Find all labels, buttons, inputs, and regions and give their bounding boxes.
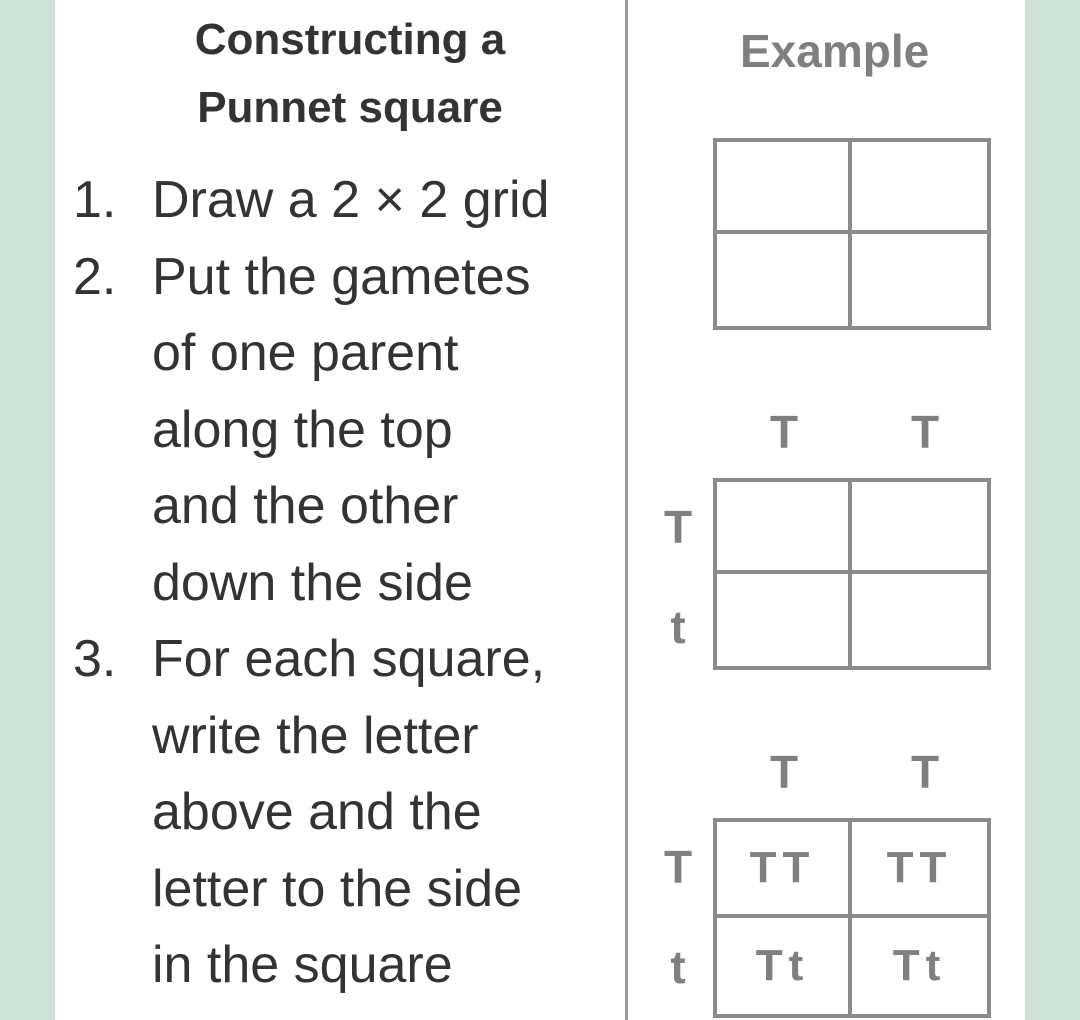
top-gamete-label: T: [769, 746, 799, 798]
step-line: and the other: [152, 477, 459, 535]
step-number: 2.: [73, 247, 117, 306]
step-line: down the side: [152, 553, 473, 612]
step-line: write the letter: [152, 706, 479, 765]
top-gamete-label: T: [769, 406, 799, 458]
filled-grid: [713, 818, 991, 1018]
step-text: [152, 621, 615, 1004]
side-gamete-label: T: [663, 841, 693, 893]
step-line: of one parent: [152, 324, 459, 382]
grid-cell: [717, 482, 852, 574]
step-line: For each square,: [152, 630, 546, 688]
grid-cell: [852, 142, 987, 234]
heading-line-2: Punnet square: [197, 83, 503, 132]
column-divider: [625, 0, 628, 1020]
labeled-grid: [713, 478, 991, 670]
step-text: [152, 162, 615, 239]
steps-list: [55, 162, 615, 1004]
example-title: Example: [740, 25, 930, 77]
side-gamete-label: t: [670, 941, 686, 993]
step-number: 1.: [73, 171, 117, 229]
genotype-cell: TT: [852, 822, 987, 918]
grid-cell: [852, 234, 987, 326]
section-heading: [75, 6, 625, 142]
step-line: in the square: [152, 936, 453, 994]
genotype-cell: Tt: [717, 918, 852, 1014]
grid-cell: [717, 574, 852, 666]
top-gamete-label: T: [910, 746, 940, 798]
step-line: letter to the side: [152, 859, 522, 918]
step-text: [152, 239, 615, 622]
step-1: [55, 162, 615, 239]
grid-cell: [717, 142, 852, 234]
worksheet-card: [55, 0, 1025, 1020]
step-number: 3.: [73, 630, 117, 688]
step-line: along the top: [152, 400, 453, 459]
grid-cell: [852, 482, 987, 574]
empty-grid: [713, 138, 991, 330]
heading-line-1: Constructing a: [194, 15, 506, 64]
step-line: Put the gametes: [152, 247, 531, 306]
step-3: [55, 621, 615, 1004]
genotype-cell: Tt: [892, 941, 947, 990]
grid-cell: [852, 574, 987, 666]
step-2: [55, 239, 615, 622]
step-line: above and the: [152, 783, 482, 841]
grid-cell: [717, 234, 852, 326]
top-gamete-label: T: [910, 406, 940, 458]
step-line: Draw a 2 × 2 grid: [152, 171, 550, 229]
side-gamete-label: t: [670, 601, 686, 653]
genotype-cell: TT: [717, 822, 852, 918]
side-gamete-label: T: [663, 501, 693, 553]
